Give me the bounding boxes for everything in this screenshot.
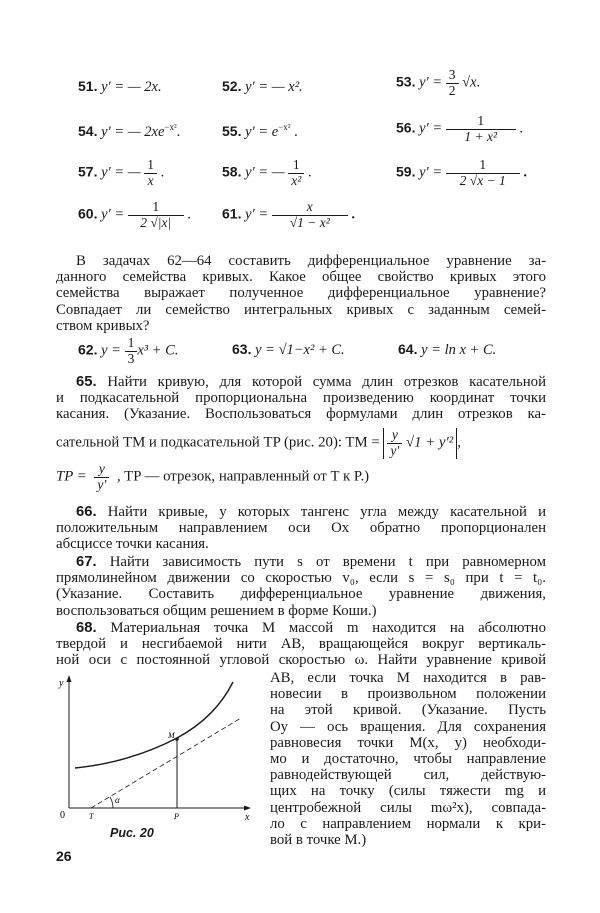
equation-tail: . [307,164,312,181]
curve [75,682,233,768]
abs-value-bars [383,428,457,459]
equation-lhs: y′ = [419,164,443,181]
answer-number: 59. [396,163,416,180]
equation-tail: . [523,164,527,181]
text-line: новесии в произвольном положении [270,686,546,703]
answer-number: 52. [222,78,242,94]
figure-caption: Рис. 20 [110,826,154,840]
answer-number: 57. [78,163,98,180]
fraction: $\frac{1}{3}$ [125,336,138,367]
equation-lhs: y′ = [101,206,125,223]
equation-lhs: y′ = [245,79,269,95]
answer-54 [78,122,180,141]
answer-number: 53. [396,73,416,90]
answer-59 [396,158,527,189]
text-line: воспользоваться общим решением в форме Коши.) [56,602,377,619]
fraction: $\frac{1}{2 √|x|}$ [128,200,184,231]
equation-tail: . [351,206,355,223]
problem-68 [56,620,546,669]
equation-tail: . [187,206,191,223]
answer-58 [222,158,312,189]
problem-number: 68. [76,620,97,636]
fraction: $\frac{1}{\text{x²}}$ [288,158,304,189]
text-line: Совпадает ли семейство интегральных кривых с заданным семей- [56,301,546,318]
answer-60 [78,200,191,231]
equation-tail: . [476,74,481,91]
answer-number: 56. [396,119,416,136]
text-line: вой в точке M.) [270,832,367,849]
text-line: равнодействующей сил, действую- [270,767,546,784]
answer-57 [78,158,164,189]
label-alpha: α [115,795,120,805]
answer-number: 60. [78,205,98,222]
y-axis-arrow [67,675,72,682]
text-segment: , TP — отрезок, направленный от T к P.) [117,468,370,485]
text-line: ной оси с постоянной угловой скоростью ω. Найти уравнение кривой [56,652,546,669]
equation-rhs: — 2xe [127,123,165,140]
text-line: семейства выражает полученное дифференциальное уравнение? [56,285,546,302]
tangent-line [91,718,241,808]
text-segment: сательной TM и подкасательной TP (рис. 20): TM = [56,434,380,451]
text-line: твердой и несгибаемой нити AB, вращающейся вокруг вертикаль- [56,636,546,653]
equation-lhs: y′ = [101,79,125,95]
equation-tail: . [294,123,298,140]
equation-rhs: — x². [271,79,303,95]
label-m: M [168,731,175,740]
problem-65-tm-formula: сательной TM и подкасательной TP (рис. 20): TM = $\frac{y}{y'}$ √1 + y′² , [56,427,461,458]
equation-lhs: y = [101,342,121,359]
radical: √1 + y′² [406,434,454,451]
radical: √x [462,74,477,91]
answer-56 [396,114,523,145]
text-line: 68. Материальная точка M массой m находится на абсолютно [76,620,546,636]
answer-51 [78,78,162,96]
label-origin: 0 [60,810,65,820]
problem-67 [56,554,546,619]
x-axis-arrow [244,806,251,811]
problem-65 [56,374,546,423]
answer-number: 54. [78,122,98,139]
answer-61 [222,200,355,231]
text-line: щих на точку (силы тяжести mg и [270,783,546,800]
equation-tail: . [160,164,165,181]
equation-rhs: x³ + C. [137,342,179,359]
equation-lhs: y′ = [419,74,443,91]
equation-rhs: — 2x. [127,79,162,95]
problem-66 [56,504,546,553]
answer-number: 64. [398,341,418,357]
equation-lhs: y′ = — [245,164,285,181]
equation-lhs: y′ = [419,120,443,137]
problem-number: 67. [76,554,97,570]
equation-text: y = √1−x² + C. [255,342,345,358]
answer-number: 58. [222,163,242,180]
family-64 [398,341,496,359]
answer-number: 61. [222,205,242,222]
answer-52 [222,78,303,96]
figure-20 [55,672,265,820]
label-x: x [245,812,250,820]
text-line: положительным направлением оси Ox обратно пропорционален [56,520,546,537]
problem-number: 66. [76,504,97,520]
equation-lhs: y′ = — [101,164,141,181]
fraction: $\frac{y}{y'}$ [387,428,402,459]
fraction: $\frac{1}{2 √x - 1}$ [446,158,520,189]
equation-lhs: y′ = [101,123,125,140]
text-line: и подкасательной пропорциональна произведению координат точки [56,390,546,407]
text-line: на этой кривой. (Указание. Пусть [270,702,546,719]
answer-55 [222,122,298,141]
fraction: $\frac{y}{y'}$ [94,462,109,493]
text-line: прямолинейном движении со скоростью v₀, если s = s₀ при t = t₀. [56,570,546,587]
text-line: 66. Найти кривые, у которых тангенс угла между касательной и [76,504,546,520]
fraction: $\frac{x}{\text{√1 − x²}}$ [272,200,348,231]
equation-tail: . [519,120,523,137]
fraction: $\frac{3}{2}$ [446,68,459,99]
text-line: абсциссе точки касания. [56,536,209,553]
text-line: В задачах 62—64 составить дифференциальное уравнение за- [76,253,546,269]
exponent: −x² [164,122,177,132]
family-63 [232,341,345,359]
intro-paragraph [56,253,546,334]
text-line: ством кривых? [56,317,150,334]
equation-lhs: y′ = [245,123,269,140]
exponent: −x² [278,122,291,132]
text-line: мо и достаточно, чтобы направление [270,751,546,768]
equation-rhs: e [271,123,279,140]
problem-68-wrapped [270,670,546,848]
text-line: AB, если точка M находится в рав- [270,670,546,686]
family-62 [78,336,178,367]
equation-tail: . [176,123,181,140]
text-line: (Указание. Составить дифференциальное уравнение движения, [56,586,546,603]
answer-number: 55. [222,122,242,139]
text-line: равновесия точки M(x, y) необходи- [270,734,546,751]
answer-number: 63. [232,341,252,357]
angle-arc [110,797,113,808]
text-segment: TP = [56,468,87,485]
equation-text: y = ln x + C. [421,342,497,358]
label-p: P [174,812,179,820]
text-line: 65. Найти кривую, для которой сумма длин отрезков касательной [76,374,547,390]
answer-53 [396,68,480,99]
equation-lhs: y′ = [245,206,269,223]
answer-number: 62. [78,341,98,358]
fraction: $\frac{1}{x}$ [144,158,157,189]
text-line: данного семейства кривых. Какое общее свойство кривых этого [56,269,546,286]
text-line: 67. Найти зависимость пути s от времени t при равномерном [76,554,546,570]
text-line: касания. (Указание. Воспользоваться формулами длин отрезков ка- [56,406,546,423]
text-line: центробежной силы mω²x), совпада- [270,799,546,816]
text-line: ло с направлением нормали к кри- [270,815,546,832]
problem-number: 65. [76,374,97,390]
fraction: $\frac{1}{\text{1 + x²}}$ [446,114,516,145]
text-line: Oy — ось вращения. Для сохранения [270,718,546,735]
page-number: 26 [56,848,72,864]
point-m [175,737,179,741]
label-y: y [59,678,64,689]
problem-65-tp-formula [56,462,369,493]
label-t: T [89,812,94,820]
answer-number: 51. [78,78,98,94]
